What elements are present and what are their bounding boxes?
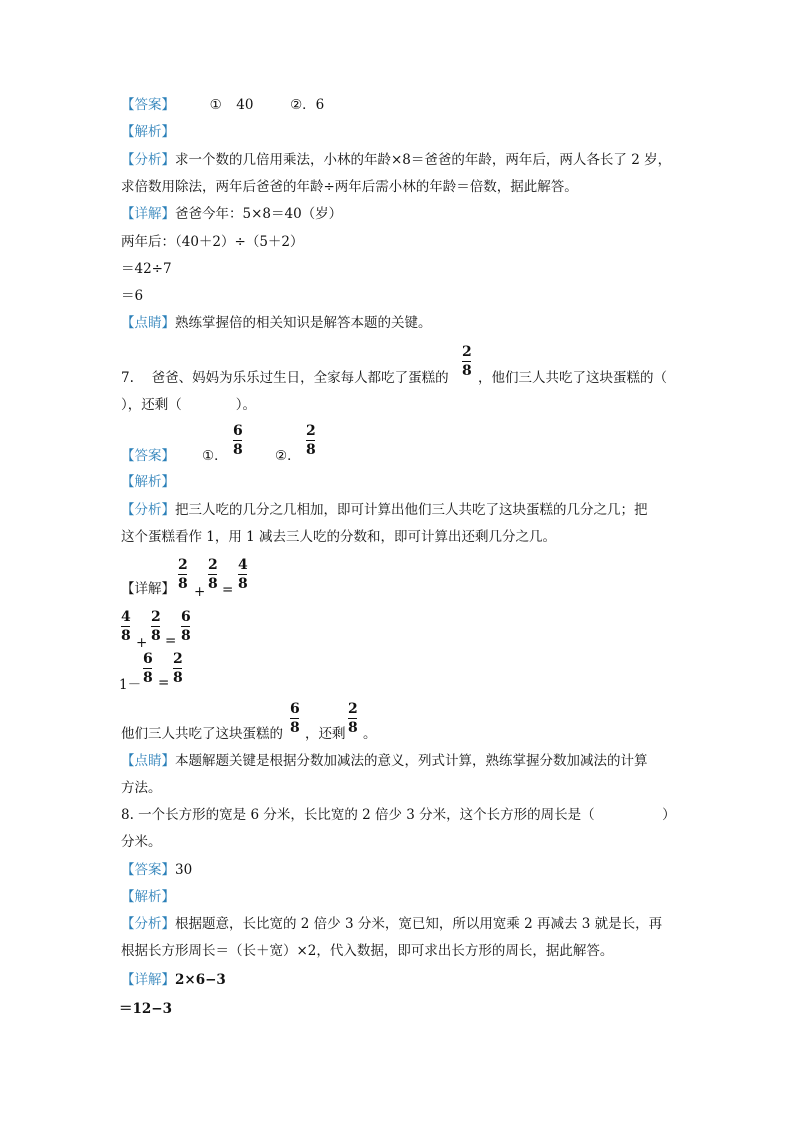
q8-stem-line1: 8. 一个长方形的宽是 6 分米，长比宽的 2 倍少 3 分米，这个长方形的周长是（ ） (121, 807, 676, 823)
denominator: 8 (462, 363, 472, 380)
analysis-text: 求一个数的几倍用乘法，小林的年龄×8＝爸爸的年龄，两年后，两人各长了 2 岁， (175, 152, 672, 168)
calc2-fraction-b (151, 609, 161, 644)
denominator: 8 (178, 576, 188, 593)
denominator: 8 (151, 628, 161, 645)
denominator: 8 (181, 628, 191, 645)
numerator: 6 (143, 651, 153, 667)
q8-jiexi-tag: 【解析】 (121, 889, 175, 905)
calc2-eq: = (165, 633, 177, 649)
key-point-text: 本题解题关键是根据分数加减法的意义，列式计算，熟练掌握分数加减法的计算 (175, 753, 648, 769)
q7-conclusion-fraction-2 (348, 701, 358, 736)
denominator: 8 (238, 576, 248, 593)
q7-answer-2-marker: ②． (275, 448, 301, 464)
denominator: 8 (233, 442, 243, 459)
q7-analysis-line2: 这个蛋糕看作 1，用 1 减去三人吃的分数和，即可计算出还剩几分之几。 (121, 529, 557, 545)
q7-answer-tag: 【答案】 (121, 448, 175, 464)
q7-stem-part3: ），还剩（ ）。 (121, 397, 256, 413)
answer-1-marker: ① (209, 97, 222, 113)
key-point-tag: 【点睛】 (121, 753, 175, 769)
q7-answer-1-fraction (233, 423, 243, 458)
answer-1-value: 40 (236, 97, 254, 113)
q7-jiexi-tag: 【解析】 (121, 474, 175, 490)
calc1-eq: = (222, 582, 234, 598)
analysis-tag: 【分析】 (121, 152, 175, 168)
q6-detail-line2: 两年后：（40＋2）÷（5＋2） (121, 234, 304, 250)
denominator: 8 (143, 670, 153, 687)
q8-analysis-line1 (121, 915, 662, 933)
q7-conclusion-part1: 他们三人共吃了这块蛋糕的 (121, 726, 283, 742)
answer-2: ②．6 (290, 97, 325, 113)
jiexi-tag: 【解析】 (121, 124, 175, 140)
calc3-lead: 1－ (119, 677, 142, 693)
calc2-result (181, 609, 191, 644)
q6-detail-line4: ＝6 (121, 288, 144, 304)
calc1-op: + (194, 584, 206, 600)
numerator: 6 (290, 701, 300, 717)
q8-analysis-line2: 根据长方形周长＝（长＋宽）×2，代入数据，即可求出长方形的周长，据此解答。 (121, 943, 614, 959)
q7-detail-tag: 【详解】 (121, 581, 175, 597)
q6-analysis-line2: 求倍数用除法，两年后爸爸的年龄÷两年后需小林的年龄＝倍数，据此解答。 (121, 179, 578, 195)
q7-conclusion-part3: 。 (363, 726, 377, 742)
q7-key-point-line1 (121, 752, 648, 770)
detail-text: 爸爸今年：5×8＝40（岁） (175, 206, 343, 222)
q6-answer-line (121, 96, 324, 114)
detail-tag: 【详解】 (121, 972, 175, 988)
key-point-text: 熟练掌握倍的相关知识是解答本题的关键。 (175, 315, 432, 331)
numerator: 2 (178, 557, 188, 573)
numerator: 4 (238, 557, 248, 573)
numerator: 6 (233, 423, 243, 439)
denominator: 8 (348, 720, 358, 737)
denominator: 8 (306, 442, 316, 459)
analysis-tag: 【分析】 (121, 916, 175, 932)
numerator: 6 (181, 609, 191, 625)
numerator: 2 (306, 423, 316, 439)
detail-tag: 【详解】 (121, 206, 175, 222)
answer-tag: 【答案】 (121, 862, 175, 878)
numerator: 2 (462, 344, 472, 360)
q7-conclusion-part2: ，还剩 (305, 726, 346, 742)
q7-stem-part2: ，他们三人共吃了这块蛋糕的（ (478, 370, 667, 386)
calc3-result (173, 651, 183, 686)
analysis-tag: 【分析】 (121, 502, 175, 518)
q7-answer-1-marker: ①． (202, 448, 228, 464)
numerator: 4 (121, 609, 131, 625)
calc1-fraction-b (208, 557, 218, 592)
answer-tag: 【答案】 (121, 97, 175, 113)
key-point-tag: 【点睛】 (121, 315, 175, 331)
calc1-result (238, 557, 248, 592)
calc1-fraction-a (178, 557, 188, 592)
q7-conclusion-fraction-1 (290, 701, 300, 736)
q7-stem-fraction (462, 344, 472, 379)
q6-key-point (121, 314, 432, 332)
denominator: 8 (290, 720, 300, 737)
analysis-text: 根据题意，长比宽的 2 倍少 3 分米，宽已知，所以用宽乘 2 再减去 3 就是长，再 (175, 916, 663, 932)
numerator: 2 (208, 557, 218, 573)
analysis-text: 把三人吃的几分之几相加，即可计算出他们三人共吃了这块蛋糕的几分之几；把 (175, 502, 648, 518)
q7-analysis-line1 (121, 501, 648, 519)
q6-detail-line3: ＝42÷7 (121, 261, 172, 277)
q8-detail-line1 (121, 971, 226, 989)
q6-analysis-line1 (121, 151, 671, 169)
q7-key-point-line2: 方法。 (121, 780, 162, 796)
numerator: 2 (173, 651, 183, 667)
detail-expression: 2×6−3 (175, 972, 226, 988)
q7-answer-2-fraction (306, 423, 316, 458)
calc2-fraction-a (121, 609, 131, 644)
denominator: 8 (173, 670, 183, 687)
q6-detail-line1 (121, 205, 342, 223)
numerator: 2 (348, 701, 358, 717)
q7-stem-part1: 7. 爸爸、妈妈为乐乐过生日，全家每人都吃了蛋糕的 (121, 370, 449, 386)
q8-detail-line2: ＝12−3 (119, 1001, 172, 1017)
denominator: 8 (121, 628, 131, 645)
denominator: 8 (208, 576, 218, 593)
answer-value: 30 (175, 862, 193, 878)
q8-stem-line2: 分米。 (121, 834, 162, 850)
calc2-op: + (136, 635, 148, 651)
calc3-eq: = (158, 675, 170, 691)
calc3-fraction-b (143, 651, 153, 686)
numerator: 2 (151, 609, 161, 625)
q8-answer-line (121, 861, 192, 879)
